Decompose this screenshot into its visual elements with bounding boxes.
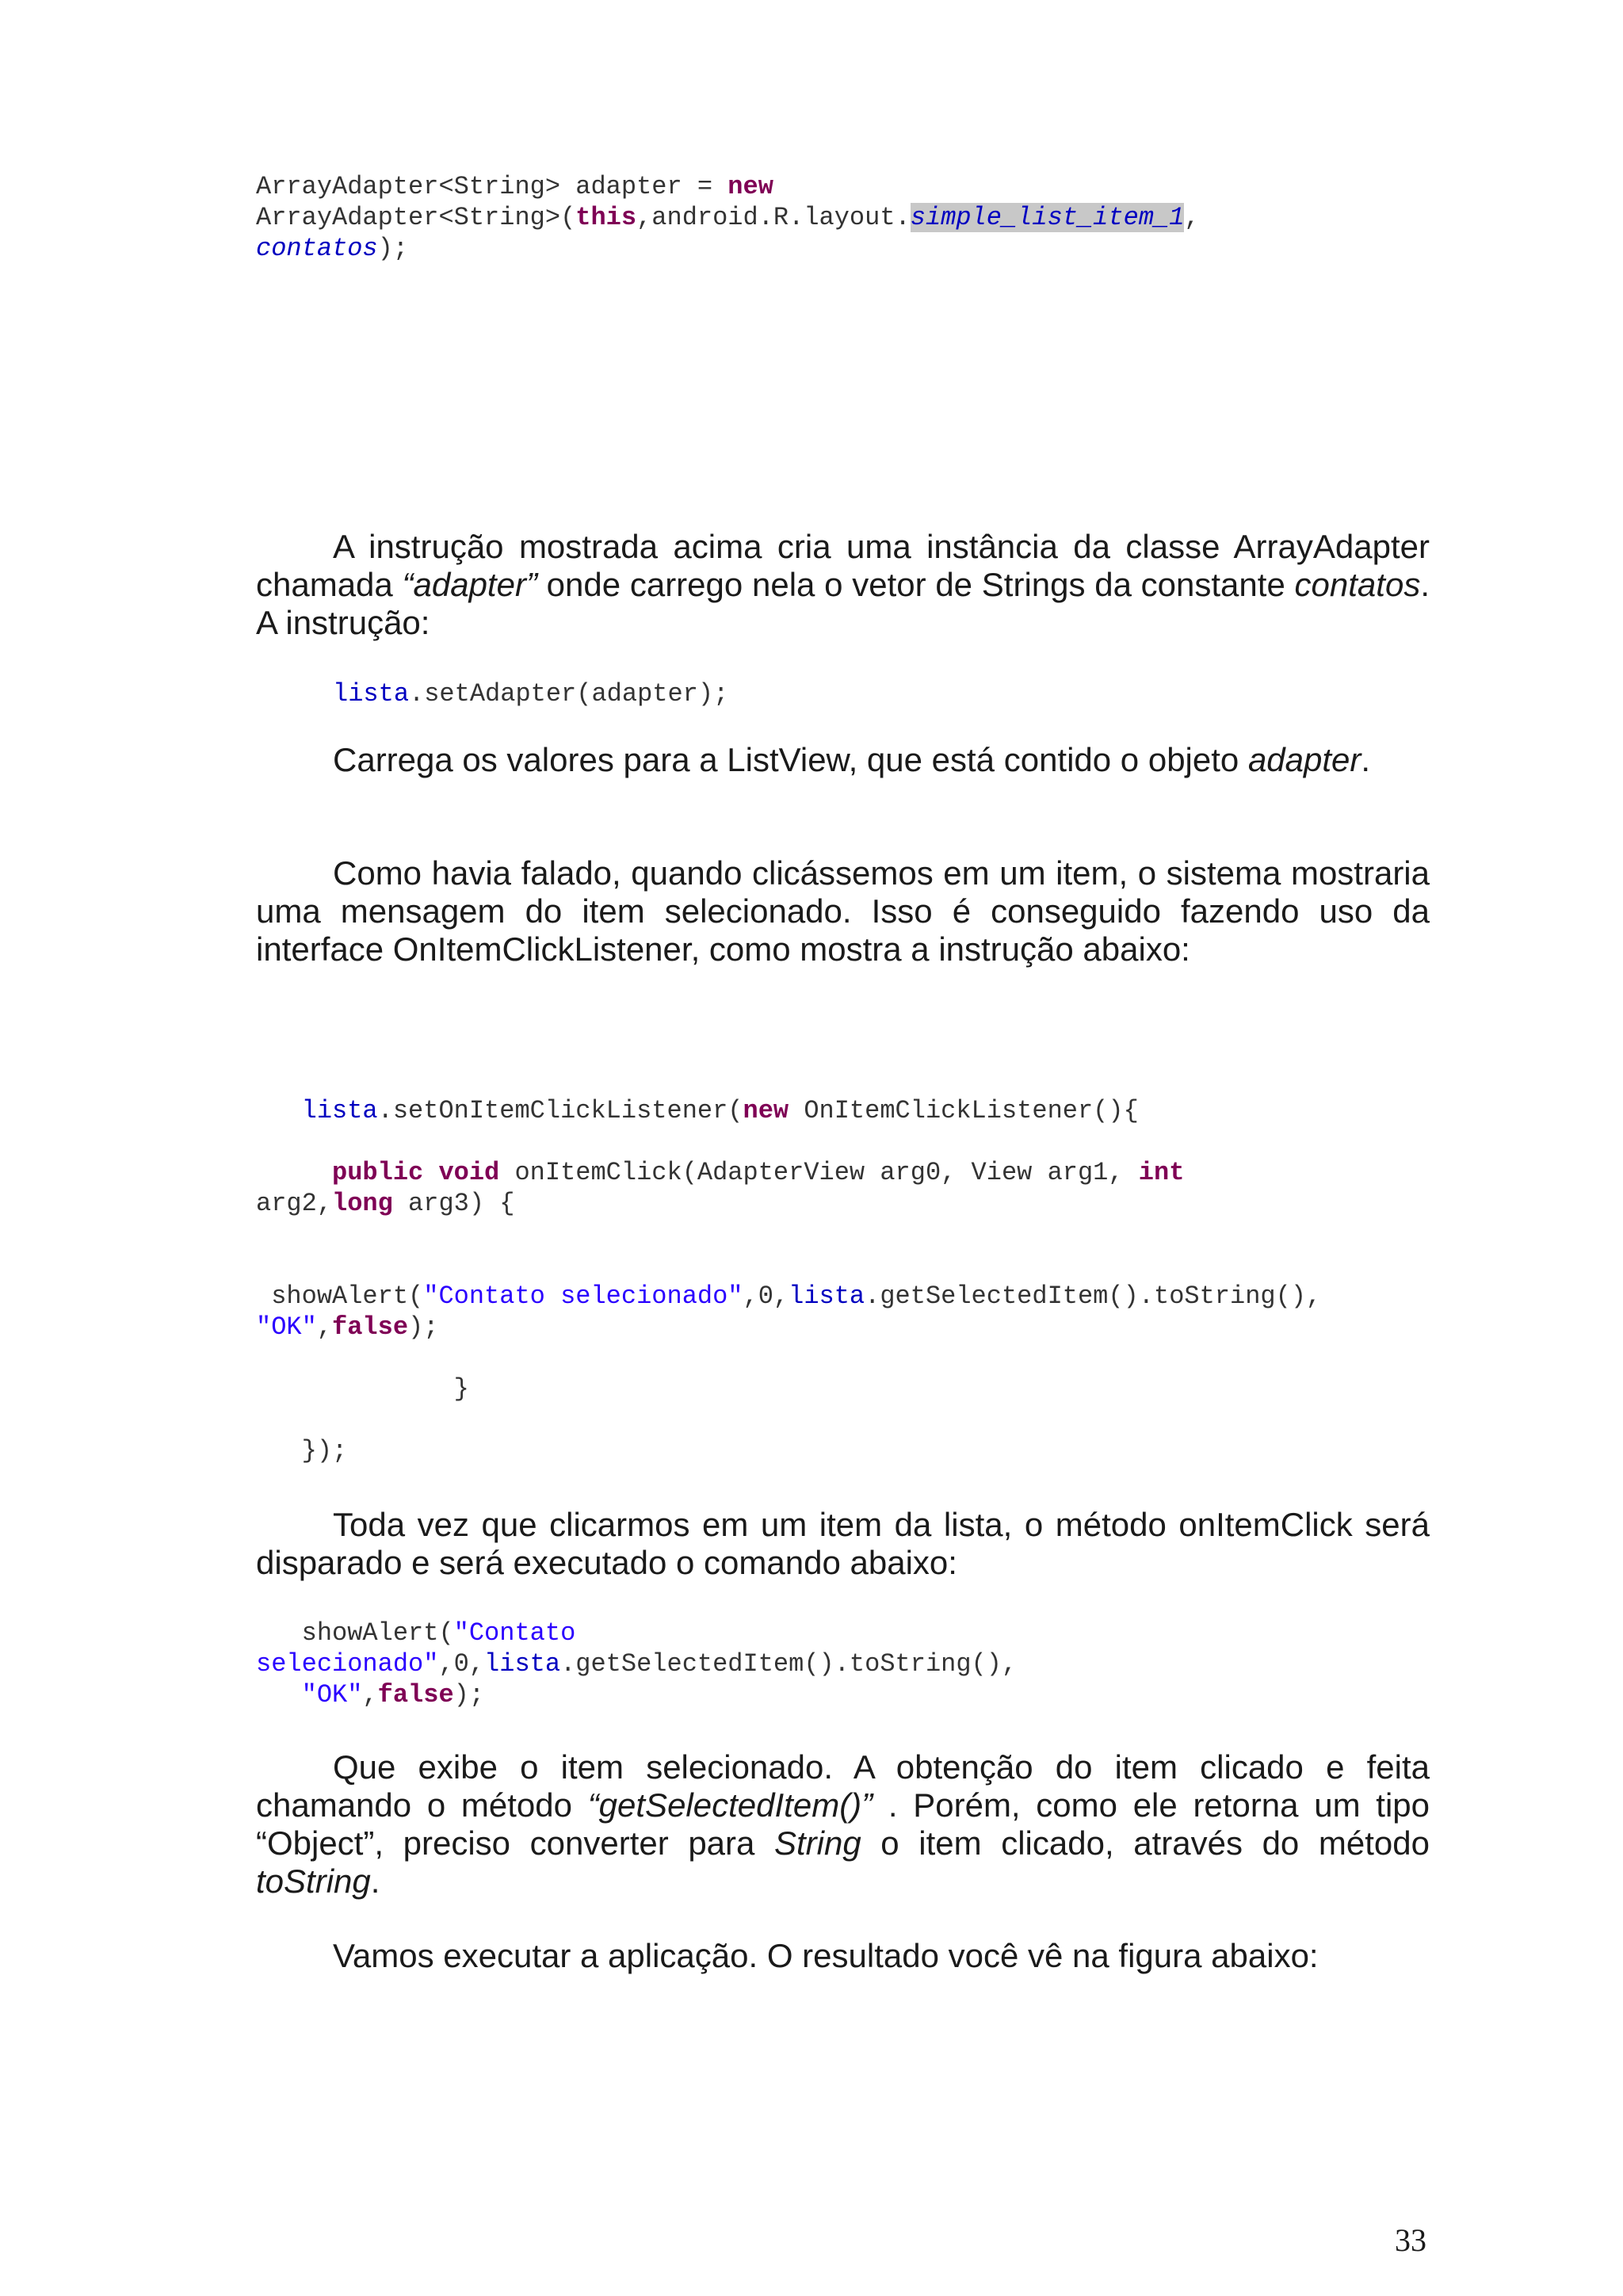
code-field: lista bbox=[789, 1282, 865, 1311]
paragraph-text: o item clicado, através do método bbox=[861, 1824, 1430, 1862]
code-block-set-adapter bbox=[333, 678, 728, 709]
paragraph-array-adapter-explanation bbox=[256, 528, 1430, 642]
code-block-show-alert bbox=[256, 1618, 1017, 1710]
paragraph-text: . A instrução: bbox=[256, 566, 1430, 641]
code-text: , bbox=[316, 1312, 333, 1342]
code-text: ); bbox=[453, 1680, 485, 1710]
paragraph-text: . Porém, como ele retorna um tipo “Object”, preciso converter para bbox=[256, 1786, 1430, 1862]
code-text: onItemClick(AdapterView arg0, View arg1, bbox=[499, 1158, 1139, 1187]
code-keyword: false bbox=[332, 1312, 409, 1342]
code-text: ArrayAdapter<String>( bbox=[256, 203, 576, 232]
code-text: arg2, bbox=[256, 1189, 333, 1218]
paragraph-emphasis: contatos bbox=[1294, 566, 1421, 603]
code-highlighted-constant: simple_list_item_1 bbox=[910, 203, 1185, 232]
code-keyword: public bbox=[332, 1158, 424, 1187]
paragraph-text: Carrega os valores para a ListView, que está contido o objeto bbox=[333, 741, 1248, 778]
code-text: , bbox=[1184, 203, 1200, 232]
code-text: , bbox=[362, 1680, 378, 1710]
paragraph-emphasis: toString bbox=[256, 1862, 371, 1900]
code-field: lista bbox=[301, 1096, 378, 1125]
code-text: arg3) { bbox=[392, 1189, 515, 1218]
paragraph-emphasis: adapter bbox=[1247, 741, 1361, 778]
code-text: ); bbox=[408, 1312, 439, 1342]
paragraph-text: onde carrego nela o vetor de Strings da constante bbox=[537, 566, 1295, 603]
paragraph-listview-load bbox=[333, 741, 1370, 779]
code-text: ,0, bbox=[743, 1282, 789, 1311]
code-keyword: this bbox=[575, 203, 637, 232]
code-text: .getSelectedItem().toString(), bbox=[560, 1649, 1018, 1679]
code-text: .getSelectedItem().toString(), bbox=[865, 1282, 1322, 1311]
code-text: } bbox=[256, 1374, 469, 1404]
paragraph-run-app: Vamos executar a aplicação. O resultado você vê na figura abaixo: bbox=[333, 1937, 1319, 1974]
paragraph-item-click-intro: Como havia falado, quando clicássemos em um item, o sistema mostraria uma mensagem do item selecionado. Isso é conseguido fazendo uso da interface OnItemClickListener, como mostra a instrução abaixo: bbox=[256, 854, 1430, 968]
code-text: }); bbox=[256, 1436, 348, 1465]
code-text: OnItemClickListener(){ bbox=[789, 1096, 1139, 1125]
code-field: lista bbox=[484, 1649, 561, 1679]
paragraph-emphasis: String bbox=[773, 1824, 861, 1862]
code-keyword: false bbox=[377, 1680, 454, 1710]
code-text: showAlert( bbox=[256, 1282, 424, 1311]
paragraph-text: . bbox=[1361, 741, 1371, 778]
code-field: contatos bbox=[256, 234, 378, 263]
code-field: lista bbox=[333, 679, 410, 709]
code-text: showAlert( bbox=[301, 1618, 454, 1648]
code-string: "OK" bbox=[256, 1312, 317, 1342]
code-keyword: long bbox=[332, 1189, 393, 1218]
code-block-item-click-listener bbox=[256, 1095, 1321, 1466]
paragraph-get-selected-item bbox=[256, 1748, 1430, 1901]
code-text: ); bbox=[377, 234, 409, 263]
paragraph-text: Que exibe o item selecionado. A obtenção do item clicado e feita chamando o método bbox=[256, 1748, 1430, 1824]
code-block-array-adapter bbox=[256, 171, 1200, 264]
code-string: "Contato bbox=[453, 1618, 576, 1648]
page-number: 33 bbox=[1395, 2222, 1426, 2258]
code-string: selecionado" bbox=[256, 1649, 439, 1679]
code-text: .setAdapter(adapter); bbox=[409, 679, 729, 709]
code-text: .setOnItemClickListener( bbox=[377, 1096, 743, 1125]
code-string: "Contato selecionado" bbox=[423, 1282, 743, 1311]
code-text: ArrayAdapter<String> adapter = bbox=[256, 172, 728, 201]
code-text: ,android.R.layout. bbox=[636, 203, 911, 232]
paragraph-text: A instrução mostrada acima cria uma instância da classe ArrayAdapter chamada bbox=[256, 528, 1430, 603]
code-text bbox=[423, 1158, 438, 1187]
code-keyword: new bbox=[743, 1096, 789, 1125]
paragraph-emphasis: “adapter” bbox=[402, 566, 537, 603]
code-text: ,0, bbox=[438, 1649, 485, 1679]
paragraph-text: . bbox=[370, 1862, 380, 1900]
code-keyword: void bbox=[438, 1158, 500, 1187]
code-keyword: int bbox=[1138, 1158, 1185, 1187]
paragraph-emphasis: “getSelectedItem()” bbox=[587, 1786, 873, 1824]
code-keyword: new bbox=[727, 172, 773, 201]
paragraph-on-item-click: Toda vez que clicarmos em um item da lista, o método onItemClick será disparado e será executado o comando abaixo: bbox=[256, 1506, 1430, 1581]
code-string: "OK" bbox=[301, 1680, 363, 1710]
